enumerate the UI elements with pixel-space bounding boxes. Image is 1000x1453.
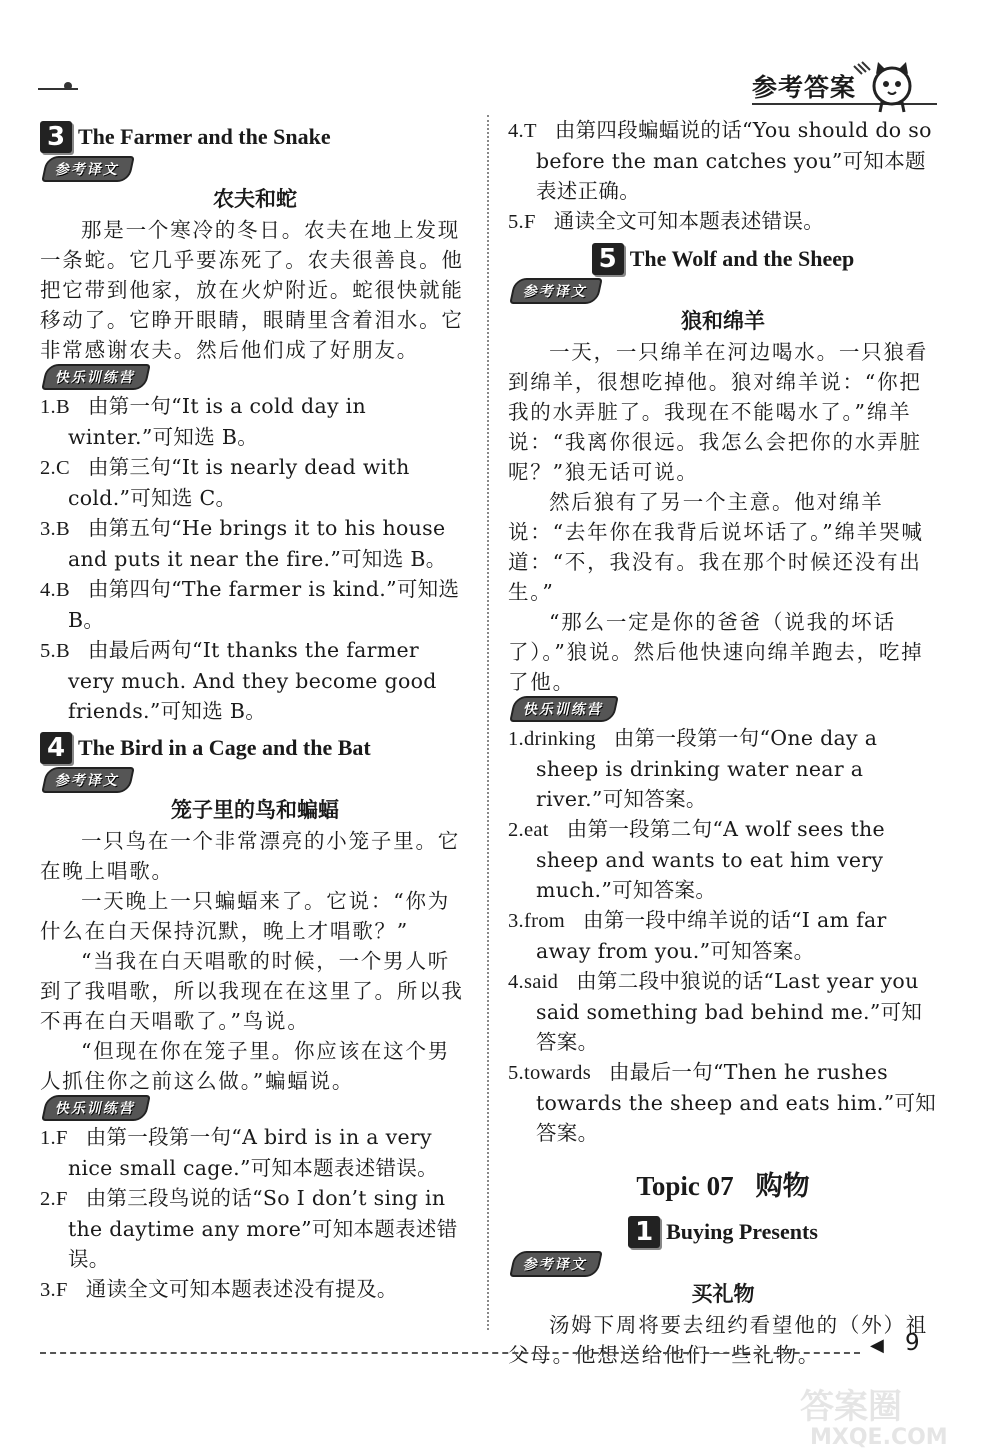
story-title: The Farmer and the Snake <box>78 124 331 149</box>
column-divider <box>487 115 489 1330</box>
translation-label: 参考译文 <box>41 156 135 182</box>
story-title: The Wolf and the Sheep <box>629 246 855 271</box>
story-heading <box>508 239 938 279</box>
answer-item: 4.B 由第四句“The farmer is kind.”可知选 B。 <box>40 577 460 632</box>
header-rule-left <box>38 88 78 90</box>
story-cn-title: 农夫和蛇 <box>213 187 297 211</box>
answer-item: 1.B 由第一句“It is a cold day in winter.”可知选 B。 <box>40 394 367 449</box>
story-cn-title: 狼和绵羊 <box>681 309 765 333</box>
answer-item: 2.eat 由第一段第二句“A wolf sees the sheep and wants to eat him very much.”可知答案。 <box>508 817 885 902</box>
cat-mascot-icon <box>846 60 926 114</box>
story-paragraph: “那么一定是你的爸爸（说我的坏话了）。”狼说。然后他快速向绵羊跑去，吃掉了他。 <box>508 610 924 694</box>
answer-item: 5.towards 由最后一句“Then he rushes towards the sheep and eats him.”可知答案。 <box>508 1060 937 1145</box>
story-paragraph: 汤姆下周将要去纽约看望他的（外）祖父母。他想送给他们一些礼物。 <box>508 1313 929 1367</box>
story-number-badge: 5 <box>592 243 624 275</box>
answer-item: 5.F 通读全文可知本题表述错误。 <box>508 209 825 233</box>
story-paragraph: 一天，一只绵羊在河边喝水。一只狼看到绵羊，很想吃掉他。狼对绵羊说：“你把我的水弄脏了。我现在不能喝水了。”绵羊说：“我离你很远。我怎么会把你的水弄脏呢？”狼无话可说。 <box>508 340 929 484</box>
answer-item: 2.F 由第三段鸟说的话“So I don’t sing in the daytime any more”可知本题表述错误。 <box>40 1186 458 1271</box>
story-paragraph: “但现在你在笼子里。你应该在这个男人抓住你之前这么做。”蝙蝠说。 <box>40 1039 451 1093</box>
answer-item: 3.F 通读全文可知本题表述没有提及。 <box>40 1277 398 1301</box>
story-number-badge: 3 <box>40 121 72 153</box>
answer-item: 4.T 由第四段蝙蝠说的话“You should do so before the man catches you”可知本题表述正确。 <box>508 118 932 203</box>
story-heading <box>508 1212 938 1252</box>
story-cn-title: 买礼物 <box>691 1282 755 1306</box>
practice-label: 快乐训练营 <box>509 696 619 722</box>
story-number-badge: 4 <box>40 732 72 764</box>
translation-label: 参考译文 <box>509 278 603 304</box>
story-title: Buying Presents <box>666 1219 818 1244</box>
translation-label: 参考译文 <box>509 1251 603 1277</box>
story-title: The Bird in a Cage and the Bat <box>78 735 371 760</box>
story-cn-title: 笼子里的鸟和蝙蝠 <box>171 798 339 822</box>
svg-text:MXQE.COM: MXQE.COM <box>810 1425 948 1450</box>
story-paragraph: 一只鸟在一个非常漂亮的小笼子里。它在晚上唱歌。 <box>40 829 461 883</box>
story-paragraph: “当我在白天唱歌的时候，一个男人听到了我唱歌，所以我现在在这里了。所以我不再在白天唱歌了。”鸟说。 <box>40 949 464 1033</box>
answer-item: 1.drinking 由第一段第一句“One day a sheep is drinking water near a river.”可知答案。 <box>508 726 878 811</box>
answer-item: 2.C 由第三句“It is nearly dead with cold.”可知选 C。 <box>40 455 410 510</box>
story-paragraph: 然后狼有了另一个主意。他对绵羊说：“去年你在我背后说坏话了。”绵羊哭喊道：“不，我没有。我在那个时候还没有出生。” <box>508 490 924 604</box>
answer-item: 4.said 由第二段中狼说的话“Last year you said something bad behind me.”可知答案。 <box>508 969 923 1054</box>
answer-item: 3.from 由第一段中绵羊说的话“I am far away from you.”可知答案。 <box>508 908 887 963</box>
answer-item: 3.B 由第五句“He brings it to his house and puts it near the fire.”可知选 B。 <box>40 516 447 571</box>
practice-label: 快乐训练营 <box>41 1095 151 1121</box>
header-dot <box>64 82 72 90</box>
right-column <box>508 115 938 1370</box>
story-number-badge: 1 <box>628 1216 660 1248</box>
translation-label: 参考译文 <box>41 767 135 793</box>
story-heading <box>40 117 470 157</box>
story-heading <box>40 728 470 768</box>
story-paragraph: 那是一个寒冷的冬日。农夫在地上发现一条蛇。它几乎要冻死了。农夫很善良。他把它带到他家，放在火炉附近。蛇很快就能移动了。它睁开眼睛，眼睛里含着泪水。它非常感谢农夫。然后他们成了好朋友。 <box>40 218 464 362</box>
page-header-title: 参考答案 <box>752 73 857 102</box>
left-column <box>40 115 470 1305</box>
watermark-logo <box>790 1380 990 1450</box>
page-number: 9 <box>905 1330 920 1356</box>
answer-item: 5.B 由最后两句“It thanks the farmer very much. And they become good friends.”可知选 B。 <box>40 638 437 723</box>
topic-heading: Topic 07 购物 <box>636 1171 810 1202</box>
story-paragraph: 一天晚上一只蝙蝠来了。它说：“你为什么在白天保持沉默，晚上才唱歌？” <box>40 889 451 943</box>
page-arrow-icon: ◀ <box>870 1335 884 1356</box>
practice-label: 快乐训练营 <box>41 364 151 390</box>
answer-item: 1.F 由第一段第一句“A bird is in a very nice small cage.”可知本题表述错误。 <box>40 1125 438 1180</box>
svg-text:答案圈: 答案圈 <box>800 1387 902 1427</box>
footer-rule <box>40 1352 860 1354</box>
